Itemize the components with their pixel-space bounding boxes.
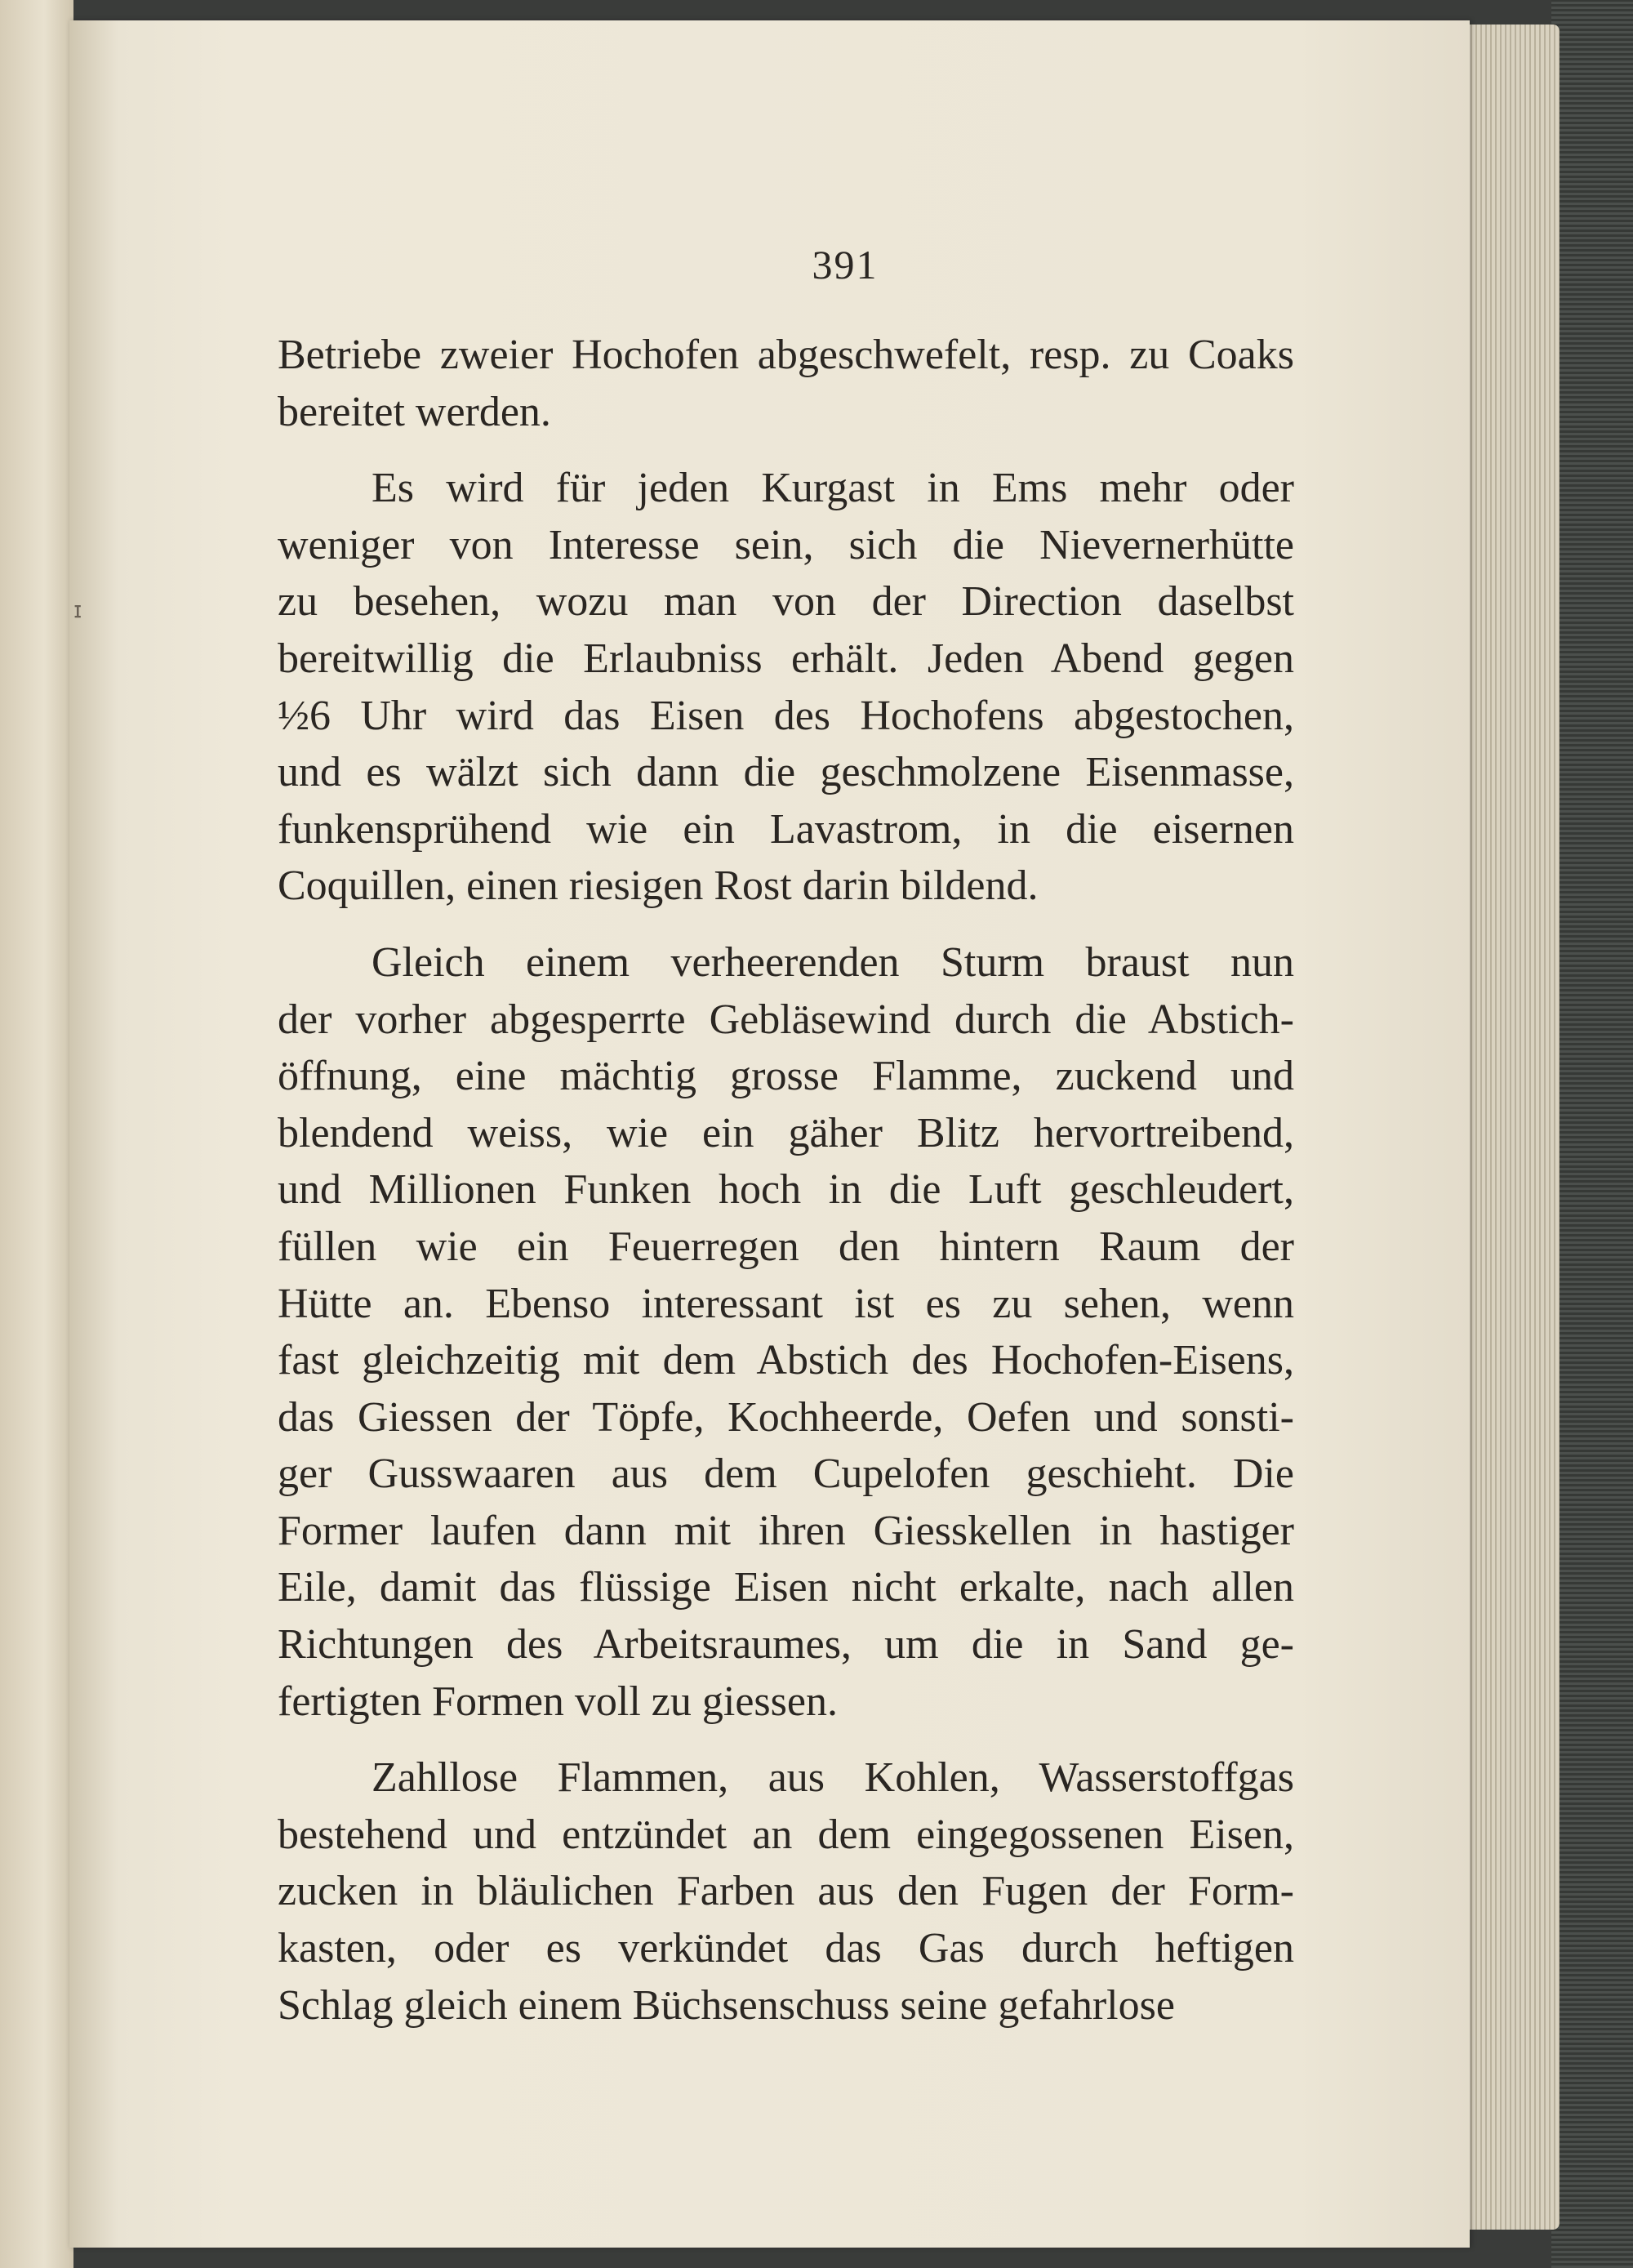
text-line: zu besehen, wozu man von der Direction daselbst (278, 578, 1294, 626)
paragraph-gap (278, 440, 1294, 460)
text-line: Schlag gleich einem Büchsenschuss seine gefahrlose (278, 1981, 1175, 2029)
text-line: weniger von Interesse sein, sich die Nievernerhütte (278, 521, 1294, 568)
text-line: und Millionen Funken hoch in die Luft geschleudert, (278, 1166, 1294, 1214)
facing-page-edge (0, 0, 73, 2268)
text-line: und es wälzt sich dann die geschmolzene Eisenmasse, (278, 749, 1294, 796)
text-line: bereitwillig die Erlaubniss erhält. Jeden Abend gegen (278, 635, 1294, 682)
text-line: fast gleichzeitig mit dem Abstich des Hochofen-Eisens, (278, 1337, 1294, 1384)
text-line: ger Gusswaaren aus dem Cupelofen geschieht. Die (278, 1450, 1294, 1498)
text-line: Richtungen des Arbeitsraumes, um die in Sand ge- (278, 1621, 1294, 1669)
text-line: Gleich einem verheerenden Sturm braust nun (372, 938, 1294, 986)
text-line: ½6 Uhr wird das Eisen des Hochofens abgestochen, (278, 692, 1294, 739)
text-line: Eile, damit das flüssige Eisen nicht erkalte, nach allen (278, 1564, 1294, 1611)
text-line: funkensprühend wie ein Lavastrom, in die eisernen (278, 805, 1294, 853)
text-line: Zahllose Flammen, aus Kohlen, Wasserstoffgas (372, 1754, 1294, 1802)
paragraph (278, 1749, 1294, 2034)
text-line: blendend weiss, wie ein gäher Blitz hervortreibend, (278, 1109, 1294, 1156)
page-number: 391 (812, 242, 879, 287)
text-line: der vorher abgesperrte Gebläsewind durch die Abstich- (278, 996, 1294, 1043)
text-line: öffnung, eine mächtig grosse Flamme, zuckend und (278, 1053, 1294, 1100)
text-line: Betriebe zweier Hochofen abgeschwefelt, resp. zu Coaks (278, 332, 1294, 378)
text-line: Coquillen, einen riesigen Rost darin bildend. (278, 862, 1039, 910)
text-line: bestehend und entzündet an dem eingegossenen Eisen, (278, 1811, 1294, 1858)
book-cover-edge (1551, 0, 1633, 2268)
body-text (278, 327, 1294, 2034)
text-line: fertigten Formen voll zu giessen. (278, 1678, 838, 1725)
text-line: das Giessen der Töpfe, Kochheerde, Oefen und sonsti- (278, 1393, 1294, 1441)
paragraph-gap (278, 915, 1294, 934)
text-line: Former laufen dann mit ihren Giesskellen in hastiger (278, 1507, 1294, 1554)
text-line: füllen wie ein Feuerregen den hintern Raum der (278, 1223, 1294, 1270)
text-line: kasten, oder es verkündet das Gas durch heftigen (278, 1925, 1294, 1972)
margin-mark: ɪ (73, 596, 82, 623)
text-line: zucken in bläulichen Farben aus den Fugen der Form- (278, 1868, 1294, 1915)
paragraph (278, 934, 1294, 1730)
paragraph-gap (278, 1730, 1294, 1749)
page-stack-edges (1457, 25, 1560, 2230)
paragraph (278, 460, 1294, 915)
text-line: Es wird für jeden Kurgast in Ems mehr oder (372, 465, 1294, 512)
text-line: Hütte an. Ebenso interessant ist es zu sehen, wenn (278, 1280, 1294, 1327)
text-line: bereitet werden. (278, 388, 551, 435)
paragraph (278, 327, 1294, 440)
